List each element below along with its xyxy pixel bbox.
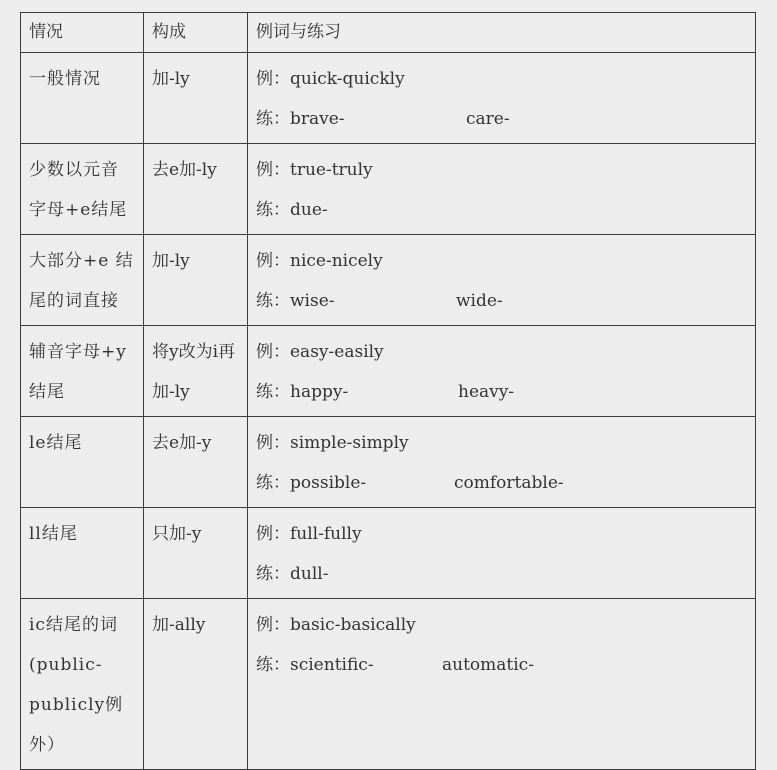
practice-mark: 练： (256, 382, 290, 402)
table-row (21, 235, 756, 326)
rule-cell (144, 144, 248, 235)
practice-line (256, 281, 747, 321)
rule-cell (144, 326, 248, 417)
practice-mark: 练： (256, 200, 290, 220)
situation-cell (21, 53, 144, 144)
practice-line (256, 554, 747, 594)
practice-word: wise- (290, 291, 335, 311)
table-row (21, 599, 756, 770)
rule-text: 加-ly (152, 69, 190, 89)
rule-cell (144, 53, 248, 144)
rule-text: 加-ally (152, 615, 206, 635)
rule-text: 去e加-ly (152, 160, 217, 180)
practice-line (256, 645, 747, 685)
practice-word: dull- (290, 564, 329, 584)
example-mark: 例： (256, 615, 290, 635)
practice-line (256, 190, 747, 230)
practice-word: due- (290, 200, 328, 220)
situation-text: ll结尾 (29, 524, 78, 544)
examples-cell (248, 417, 756, 508)
example-word: easy-easily (290, 342, 384, 362)
table-row (21, 326, 756, 417)
situation-cell (21, 508, 144, 599)
example-mark: 例： (256, 342, 290, 362)
table-row (21, 508, 756, 599)
example-word: true-truly (290, 160, 373, 180)
example-word: full-fully (290, 524, 362, 544)
practice-mark: 练： (256, 655, 290, 675)
example-line (256, 605, 747, 645)
example-line (256, 150, 747, 190)
practice-word: happy- (290, 382, 349, 402)
example-mark: 例： (256, 433, 290, 453)
rule-text: 加-ly (152, 251, 190, 271)
examples-cell (248, 326, 756, 417)
example-mark: 例： (256, 160, 290, 180)
example-line (256, 423, 747, 463)
situation-text: 辅音字母+y结尾 (29, 342, 127, 402)
practice-line (256, 463, 747, 503)
example-word: nice-nicely (290, 251, 383, 271)
example-mark: 例： (256, 69, 290, 89)
table-row (21, 144, 756, 235)
rule-text: 去e加-y (152, 433, 212, 453)
rule-cell (144, 235, 248, 326)
practice-mark: 练： (256, 291, 290, 311)
examples-cell (248, 235, 756, 326)
situation-text: ic结尾的词(public-publicly例外） (29, 615, 124, 755)
adverb-formation-table (20, 12, 756, 770)
example-line (256, 241, 747, 281)
header-examples: 例词与练习 (248, 13, 756, 53)
situation-text: 少数以元音字母+e结尾 (29, 160, 128, 220)
practice-mark: 练： (256, 109, 290, 129)
examples-cell (248, 508, 756, 599)
practice-word: automatic- (442, 655, 534, 675)
rule-text: 将y改为i再加-ly (152, 342, 236, 402)
header-situation: 情况 (21, 13, 144, 53)
rule-cell (144, 417, 248, 508)
practice-mark: 练： (256, 564, 290, 584)
examples-cell (248, 144, 756, 235)
example-mark: 例： (256, 524, 290, 544)
examples-cell (248, 53, 756, 144)
practice-word: care- (466, 109, 510, 129)
rule-cell (144, 508, 248, 599)
practice-mark: 练： (256, 473, 290, 493)
table-row (21, 417, 756, 508)
example-word: basic-basically (290, 615, 416, 635)
example-mark: 例： (256, 251, 290, 271)
example-line (256, 59, 747, 99)
situation-cell (21, 417, 144, 508)
example-line (256, 514, 747, 554)
situation-text: le结尾 (29, 433, 83, 453)
situation-cell (21, 599, 144, 770)
practice-line (256, 372, 747, 412)
situation-cell (21, 235, 144, 326)
situation-text: 一般情况 (29, 69, 101, 89)
situation-cell (21, 326, 144, 417)
practice-word: heavy- (458, 382, 515, 402)
header-row (21, 13, 756, 53)
practice-word: brave- (290, 109, 345, 129)
example-line (256, 332, 747, 372)
practice-word: scientific- (290, 655, 374, 675)
example-word: quick-quickly (290, 69, 405, 89)
practice-line (256, 99, 747, 139)
practice-word: possible- (290, 473, 367, 493)
examples-cell (248, 599, 756, 770)
rule-text: 只加-y (152, 524, 202, 544)
rule-cell (144, 599, 248, 770)
situation-text: 大部分+e 结尾的词直接 (29, 251, 134, 311)
practice-word: comfortable- (454, 473, 564, 493)
table-row (21, 53, 756, 144)
practice-word: wide- (456, 291, 503, 311)
header-rule: 构成 (144, 13, 248, 53)
example-word: simple-simply (290, 433, 409, 453)
situation-cell (21, 144, 144, 235)
